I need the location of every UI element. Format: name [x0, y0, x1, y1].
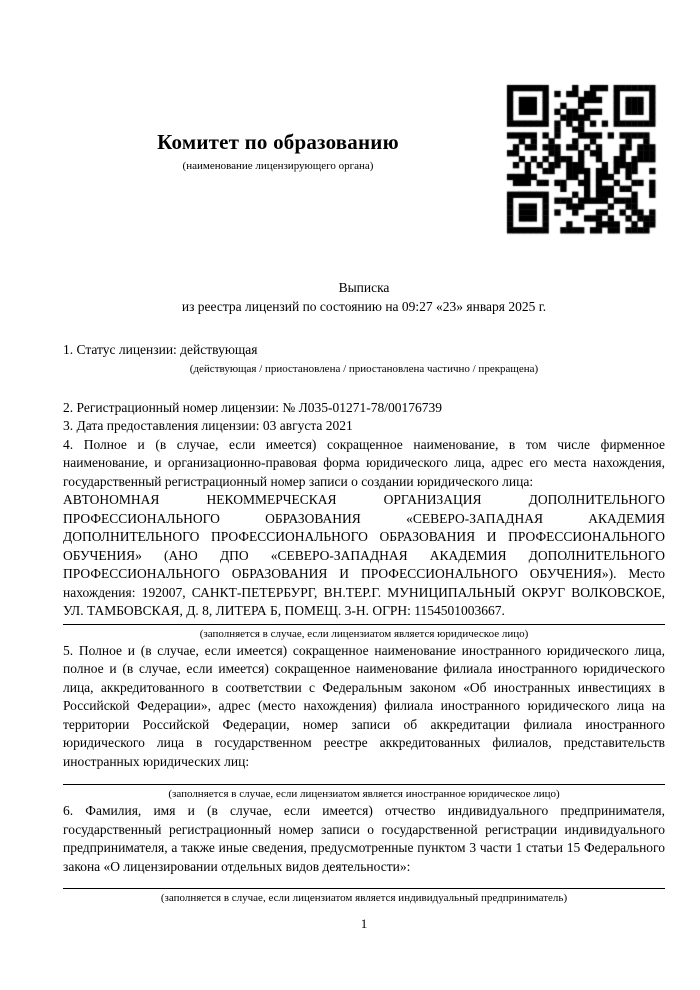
document-body	[63, 341, 665, 934]
document-subtitle: из реестра лицензий по состоянию на 09:27 «23» января 2025 г.	[181, 298, 547, 314]
legal-entity-caption: (заполняется в случае, если лицензиатом является юридическое лицо)	[199, 627, 529, 640]
document-title: Выписка	[338, 280, 390, 295]
legal-entity-value: АВТОНОМНАЯ НЕКОММЕРЧЕСКАЯ ОРГАНИЗАЦИЯ ДОПОЛНИТЕЛЬНОГО ПРОФЕССИОНАЛЬНОГО ОБРАЗОВАНИЯ «СЕВЕРО-ЗАПАДНАЯ АКАДЕМИЯ ДОПОЛНИТЕЛЬНОГО ПРОФЕССИОНАЛЬНОГО ОБРАЗОВАНИЯ И ПРОФЕССИОНАЛЬНОГО ОБУЧЕНИЯ» (АНО ДПО «СЕВЕРО-ЗАПАДНАЯ АКАДЕМИЯ ДОПОЛНИТЕЛЬНОГО ПРОФЕССИОНАЛЬНОГО ОБРАЗОВАНИЯ И ПРОФЕССИОНАЛЬНОГО ОБУЧЕНИЯ»). Место нахождения: 192007, САНКТ-ПЕТЕРБУРГ, ВН.ТЕР.Г. МУНИЦИПАЛЬНЫЙ ОКРУГ ВОЛКОВСКОЕ, УЛ. ТАМБОВСКАЯ, Д. 8, ЛИТЕРА Б, ПОМЕЩ. 3-Н. ОГРН: 1154501003667.	[63, 492, 665, 618]
licensing-authority-caption: (наименование лицензирующего органа)	[182, 160, 374, 172]
registration-number-line: 2. Регистрационный номер лицензии: № Л035-01271-78/00176739	[63, 399, 443, 415]
entrepreneur-intro: 6. Фамилия, имя и (в случае, если имеется) отчество индивидуального предпринимателя, государственный регистрационный номер записи о государственной регистрации индивидуального предпринимателя, а также иные сведения, предусмотренные пунктом 3 части 1 статьи 15 Федерального закона «О лицензировании отдельных видов деятельности»:	[63, 803, 665, 874]
page-number: 1	[360, 916, 368, 931]
entrepreneur-caption: (заполняется в случае, если лицензиатом является индивидуальный предприниматель)	[160, 892, 568, 904]
document-title-block	[63, 279, 665, 316]
licensing-authority-name: Комитет по образованию	[157, 130, 399, 154]
legal-entity-intro: 4. Полное и (в случае, если имеется) сокращенное наименование, в том числе фирменное наименование, и организационно-правовая форма юридического лица, адрес его места нахождения, государственный регистрационный номер записи о создании юридического лица:	[63, 436, 665, 489]
qr-code-icon	[501, 79, 661, 239]
blank-field-line-foreign	[63, 784, 665, 785]
foreign-entity-intro: 5. Полное и (в случае, если имеется) сокращенное наименование иностранного юридического лица, полное и (в случае, если имеется) сокращенное наименование филиала иностранного юридического лица, аккредитованного в соответствии с Федеральным законом «Об иностранных инвестициях в Российской Федерации», адрес (место нахождения) филиала иностранного юридического лица на территории Российской Федерации, номер записи об аккредитации филиала иностранного юридического лица в государственном реестре аккредитованных филиалов, представительств иностранных юридических лиц:	[63, 642, 665, 769]
status-options-caption: (действующая / приостановлена / приостановлена частично / прекращена)	[189, 362, 539, 375]
grant-date-line: 3. Дата предоставления лицензии: 03 августа 2021	[63, 418, 353, 433]
blank-field-line-entrepreneur	[63, 888, 665, 889]
field-underline	[63, 624, 665, 625]
foreign-entity-caption: (заполняется в случае, если лицензиатом является иностранное юридическое лицо)	[168, 788, 560, 800]
license-status-line: 1. Статус лицензии: действующая	[63, 342, 258, 357]
licensing-authority-header	[0, 130, 556, 172]
